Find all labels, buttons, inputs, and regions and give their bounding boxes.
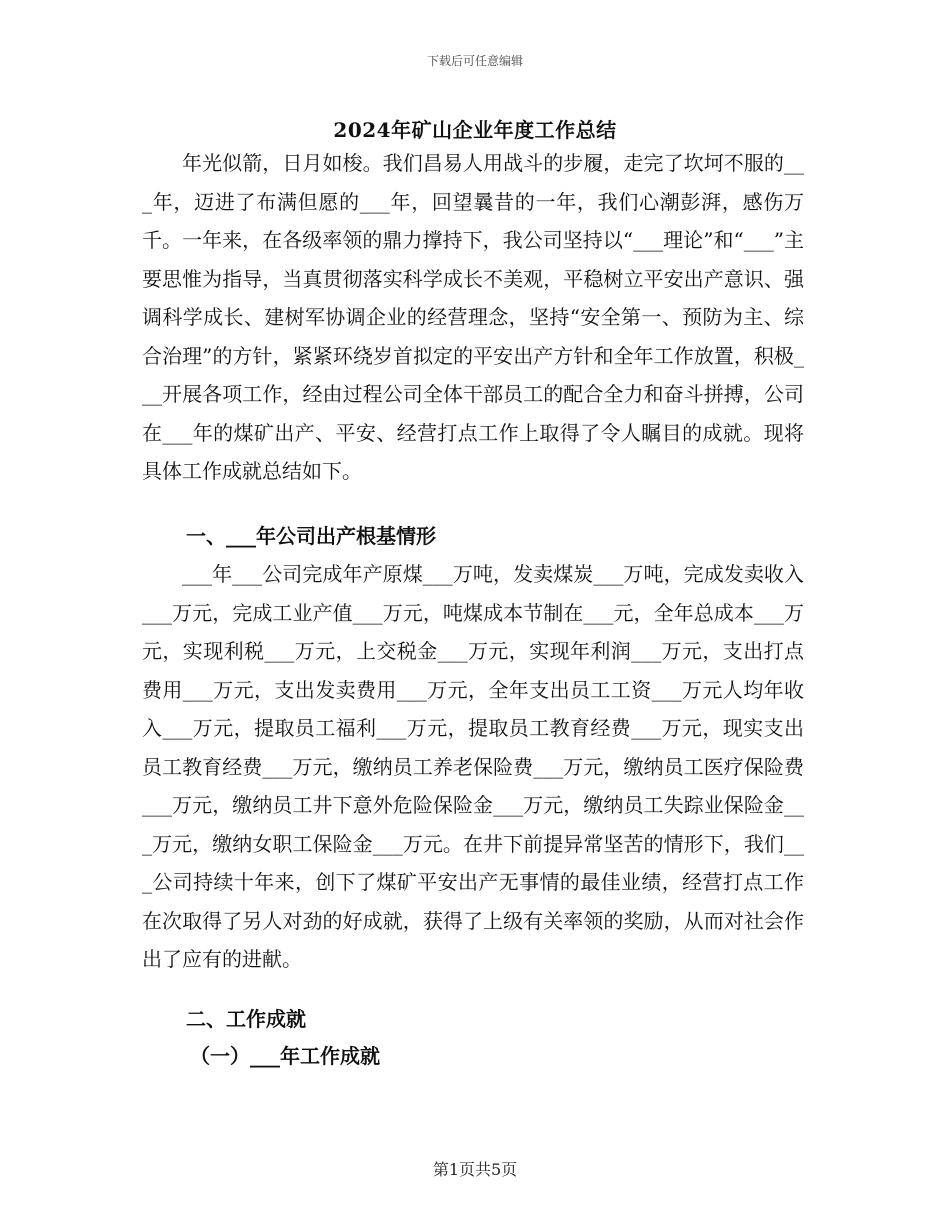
section-heading-production: 一、___年公司出产根基情形: [186, 524, 436, 548]
section-heading-achievements: 二、工作成就: [186, 1007, 306, 1031]
page-number-footer: 第1页共5页: [432, 1160, 518, 1179]
paragraph-intro: 年光似箭，日月如梭。我们昌易人用战斗的步履，走完了坎坷不服的___年，迈进了布满但愿的___年，回望曩昔的一年，我们心潮彭湃，感伤万千。一年来，在各级率领的鼎力撑持下，我公司坚持以“___理论”和“___”主要思惟为指导，当真贯彻落实科学成长不美观，平稳树立平安出产意识、强调科学成长、建树军协调企业的经营理念，坚持“安全第一、预防为主、综合治理”的方针，紧紧环绕岁首拟定的平安出产方针和全年工作放置，积极___开展各项工作，经由过程公司全体干部员工的配合全力和奋斗拼搏，公司在___年的煤矿出产、平安、经营打点工作上取得了令人瞩目的成就。现将具体工作成就总结如下。: [142, 151, 804, 483]
page-header-note: 下载后可任意编辑: [426, 54, 523, 68]
subsection-heading-year-achievements: （一）___年工作成就: [190, 1044, 380, 1068]
paragraph-production-figures: ___年___公司完成年产原煤___万吨，发卖煤炭___万吨，完成发卖收入___万元，完成工业产值___万元，吨煤成本节制在___元，全年总成本___万元，实现利税___万元，上交税金___万元，实现年利润___万元，支出打点费用___万元，支出发卖费用___万元，全年支出员工工资___万元人均年收入___万元，提取员工福利___万元，提取员工教育经费___万元，现实支出员工教育经费___万元，缴纳员工养老保险费___万元，缴纳员工医疗保险费___万元，缴纳员工井下意外危险保险金___万元，缴纳员工失踪业保险金___万元，缴纳女职工保险金___万元。在井下前提异常坚苦的情形下，我们___公司持续十年来，创下了煤矿平安出产无事情的最佳业绩，经营打点工作在次取得了另人对劲的好成就，获得了上级有关率领的奖励，从而对社会作出了应有的进献。: [142, 562, 804, 971]
document-title: 2024年矿山企业年度工作总结: [333, 118, 617, 142]
